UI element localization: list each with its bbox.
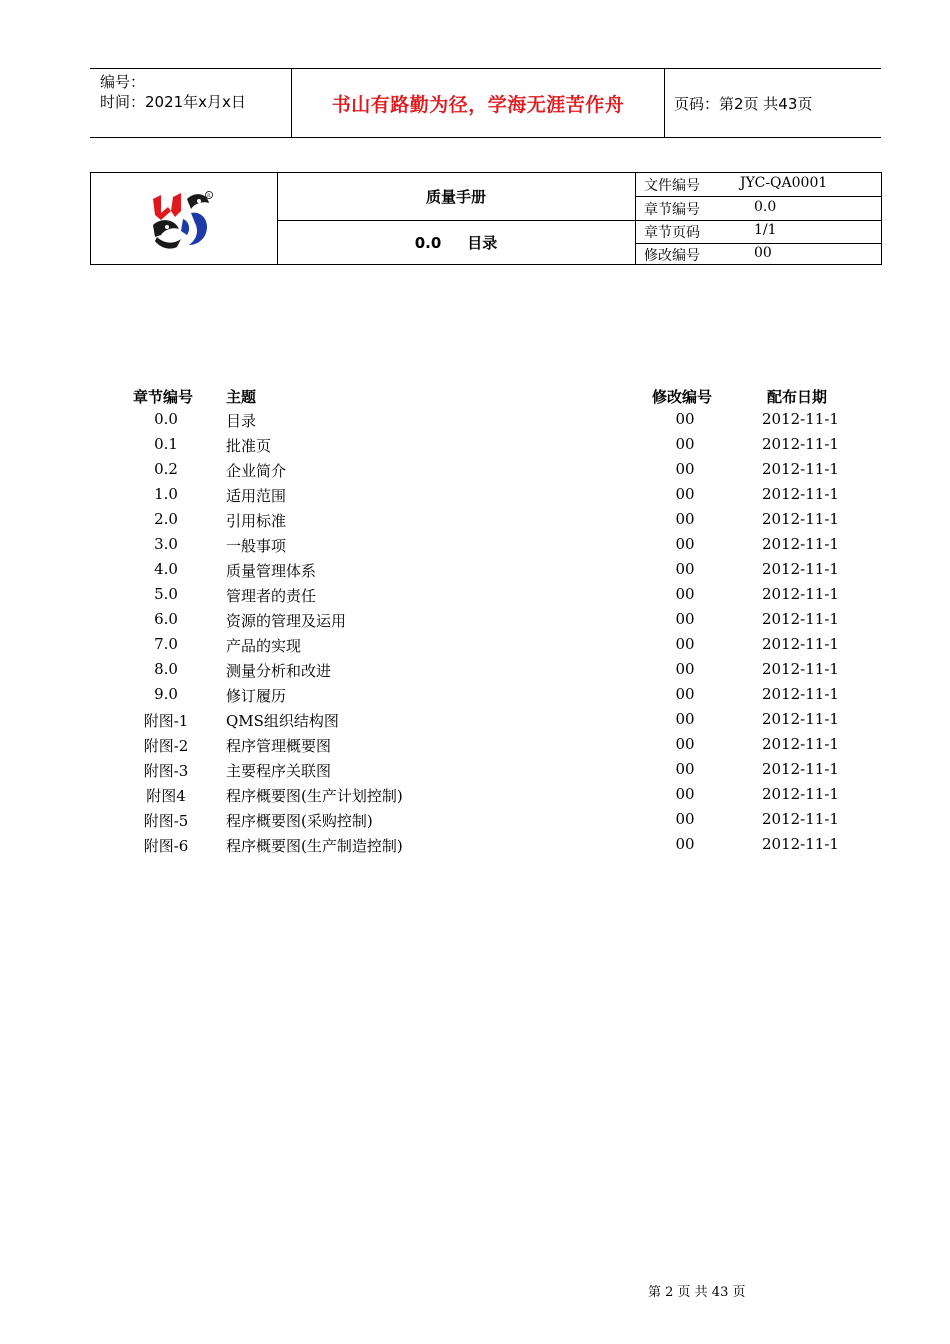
toc-topic: 引用标准 bbox=[226, 512, 287, 530]
field-row bbox=[636, 220, 882, 244]
toc-row bbox=[0, 585, 950, 610]
document-info-table bbox=[90, 172, 882, 265]
section-name: 目录 bbox=[467, 234, 498, 252]
toc-row bbox=[0, 785, 950, 810]
toc-row bbox=[0, 535, 950, 560]
field-row bbox=[636, 243, 882, 264]
svg-text:R: R bbox=[207, 194, 211, 199]
field-value: 1/1 bbox=[754, 222, 777, 238]
toc-topic: 程序概要图(生产计划控制) bbox=[226, 787, 403, 805]
toc-release-date: 2012-11-1 bbox=[762, 585, 839, 603]
header-revision: 修改编号 bbox=[652, 388, 713, 406]
toc-revision: 00 bbox=[675, 710, 695, 728]
toc-section-number: 附图-5 bbox=[143, 812, 189, 830]
field-label: 章节编号 bbox=[644, 202, 700, 218]
toc-release-date: 2012-11-1 bbox=[762, 660, 839, 678]
toc-section-number: 5.0 bbox=[154, 585, 178, 603]
header-topic: 主题 bbox=[226, 388, 257, 406]
toc-topic: 程序概要图(采购控制) bbox=[226, 812, 373, 830]
toc-header-row bbox=[0, 384, 950, 408]
toc-release-date: 2012-11-1 bbox=[762, 485, 839, 503]
toc-topic: 一般事项 bbox=[226, 537, 287, 555]
toc-row bbox=[0, 435, 950, 460]
toc-revision: 00 bbox=[675, 560, 695, 578]
page-header bbox=[90, 68, 881, 138]
company-logo-cell bbox=[91, 173, 278, 264]
toc-revision: 00 bbox=[675, 510, 695, 528]
toc-release-date: 2012-11-1 bbox=[762, 810, 839, 828]
toc-section-number: 附图-1 bbox=[143, 712, 189, 730]
toc-release-date: 2012-11-1 bbox=[762, 735, 839, 753]
toc-revision: 00 bbox=[675, 785, 695, 803]
toc-section-number: 7.0 bbox=[154, 635, 178, 653]
toc-topic: 批准页 bbox=[226, 437, 272, 455]
toc-section-number: 4.0 bbox=[154, 560, 178, 578]
toc-section-number: 附图-3 bbox=[143, 762, 189, 780]
toc-row bbox=[0, 410, 950, 435]
code-label: 编号： bbox=[100, 73, 146, 91]
toc-revision: 00 bbox=[675, 460, 695, 478]
section-number: 0.0 bbox=[414, 233, 442, 252]
toc-revision: 00 bbox=[675, 435, 695, 453]
motto-cell bbox=[292, 69, 665, 137]
header-meta bbox=[90, 69, 292, 137]
toc-topic: 目录 bbox=[226, 412, 257, 430]
toc-row bbox=[0, 810, 950, 835]
toc-section-number: 9.0 bbox=[154, 685, 178, 703]
header-section-number: 章节编号 bbox=[133, 388, 194, 406]
toc-section-number: 0.1 bbox=[154, 435, 178, 453]
toc-revision: 00 bbox=[675, 585, 695, 603]
toc-topic: 企业简介 bbox=[226, 462, 287, 480]
toc-rows bbox=[0, 410, 950, 860]
toc-revision: 00 bbox=[675, 660, 695, 678]
field-row bbox=[636, 173, 882, 197]
toc-section-number: 0.2 bbox=[154, 460, 178, 478]
toc-row bbox=[0, 710, 950, 735]
toc-revision: 00 bbox=[675, 635, 695, 653]
toc-section-number: 6.0 bbox=[154, 610, 178, 628]
toc-release-date: 2012-11-1 bbox=[762, 410, 839, 428]
toc-release-date: 2012-11-1 bbox=[762, 785, 839, 803]
field-label: 修改编号 bbox=[644, 248, 700, 264]
motto-text: 书山有路勤为径，学海无涯苦作舟 bbox=[331, 93, 625, 116]
field-label: 章节页码 bbox=[644, 225, 700, 241]
toc-topic: 管理者的责任 bbox=[226, 587, 317, 605]
toc-revision: 00 bbox=[675, 410, 695, 428]
toc-section-number: 2.0 bbox=[154, 510, 178, 528]
toc-row bbox=[0, 835, 950, 860]
toc-row bbox=[0, 560, 950, 585]
toc-revision: 00 bbox=[675, 610, 695, 628]
document-fields bbox=[635, 173, 882, 264]
toc-release-date: 2012-11-1 bbox=[762, 835, 839, 853]
toc-topic: 主要程序关联图 bbox=[226, 762, 332, 780]
toc-section-number: 8.0 bbox=[154, 660, 178, 678]
toc-section-number: 0.0 bbox=[154, 410, 178, 428]
toc-revision: 00 bbox=[675, 735, 695, 753]
toc-revision: 00 bbox=[675, 685, 695, 703]
field-value: 0.0 bbox=[754, 199, 777, 215]
toc-revision: 00 bbox=[675, 760, 695, 778]
field-value: JYC-QA0001 bbox=[740, 175, 828, 191]
toc-section-number: 附图4 bbox=[146, 787, 186, 805]
toc-release-date: 2012-11-1 bbox=[762, 560, 839, 578]
header-release-date: 配布日期 bbox=[767, 388, 828, 406]
toc-topic: 程序管理概要图 bbox=[226, 737, 332, 755]
field-row bbox=[636, 197, 882, 221]
toc-topic: 质量管理体系 bbox=[226, 562, 317, 580]
toc-revision: 00 bbox=[675, 810, 695, 828]
toc-release-date: 2012-11-1 bbox=[762, 535, 839, 553]
footer-page-number: 第 2 页 共 43 页 bbox=[648, 1285, 746, 1300]
toc-row bbox=[0, 460, 950, 485]
toc-row bbox=[0, 485, 950, 510]
toc-release-date: 2012-11-1 bbox=[762, 635, 839, 653]
toc-row bbox=[0, 735, 950, 760]
toc-topic: 产品的实现 bbox=[226, 637, 302, 655]
toc-release-date: 2012-11-1 bbox=[762, 760, 839, 778]
toc-release-date: 2012-11-1 bbox=[762, 710, 839, 728]
toc-row bbox=[0, 760, 950, 785]
toc-revision: 00 bbox=[675, 835, 695, 853]
toc-section-number: 3.0 bbox=[154, 535, 178, 553]
toc-row bbox=[0, 660, 950, 685]
toc-topic: 资源的管理及运用 bbox=[226, 612, 347, 630]
manual-title: 质量手册 bbox=[277, 173, 635, 221]
toc-release-date: 2012-11-1 bbox=[762, 510, 839, 528]
toc-row bbox=[0, 610, 950, 635]
toc-topic: 修订履历 bbox=[226, 687, 287, 705]
toc-release-date: 2012-11-1 bbox=[762, 685, 839, 703]
toc-release-date: 2012-11-1 bbox=[762, 435, 839, 453]
toc-topic: QMS组织结构图 bbox=[226, 712, 339, 730]
date-label: 时间：2021年x月x日 bbox=[100, 93, 246, 111]
field-value: 00 bbox=[754, 245, 772, 261]
field-label: 文件编号 bbox=[644, 178, 700, 194]
toc-topic: 程序概要图(生产制造控制) bbox=[226, 837, 403, 855]
toc-topic: 测量分析和改进 bbox=[226, 662, 332, 680]
toc-row bbox=[0, 510, 950, 535]
toc-row bbox=[0, 685, 950, 710]
toc-revision: 00 bbox=[675, 535, 695, 553]
header-page-number: 页码：第2页 共43页 bbox=[674, 95, 813, 113]
toc-section-number: 附图-6 bbox=[143, 837, 189, 855]
toc-release-date: 2012-11-1 bbox=[762, 610, 839, 628]
company-logo-icon bbox=[91, 173, 277, 264]
toc-section-number: 附图-2 bbox=[143, 737, 189, 755]
toc-section-number: 1.0 bbox=[154, 485, 178, 503]
toc-row bbox=[0, 635, 950, 660]
toc-release-date: 2012-11-1 bbox=[762, 460, 839, 478]
toc-topic: 适用范围 bbox=[226, 487, 287, 505]
section-title bbox=[277, 221, 635, 264]
toc-revision: 00 bbox=[675, 485, 695, 503]
